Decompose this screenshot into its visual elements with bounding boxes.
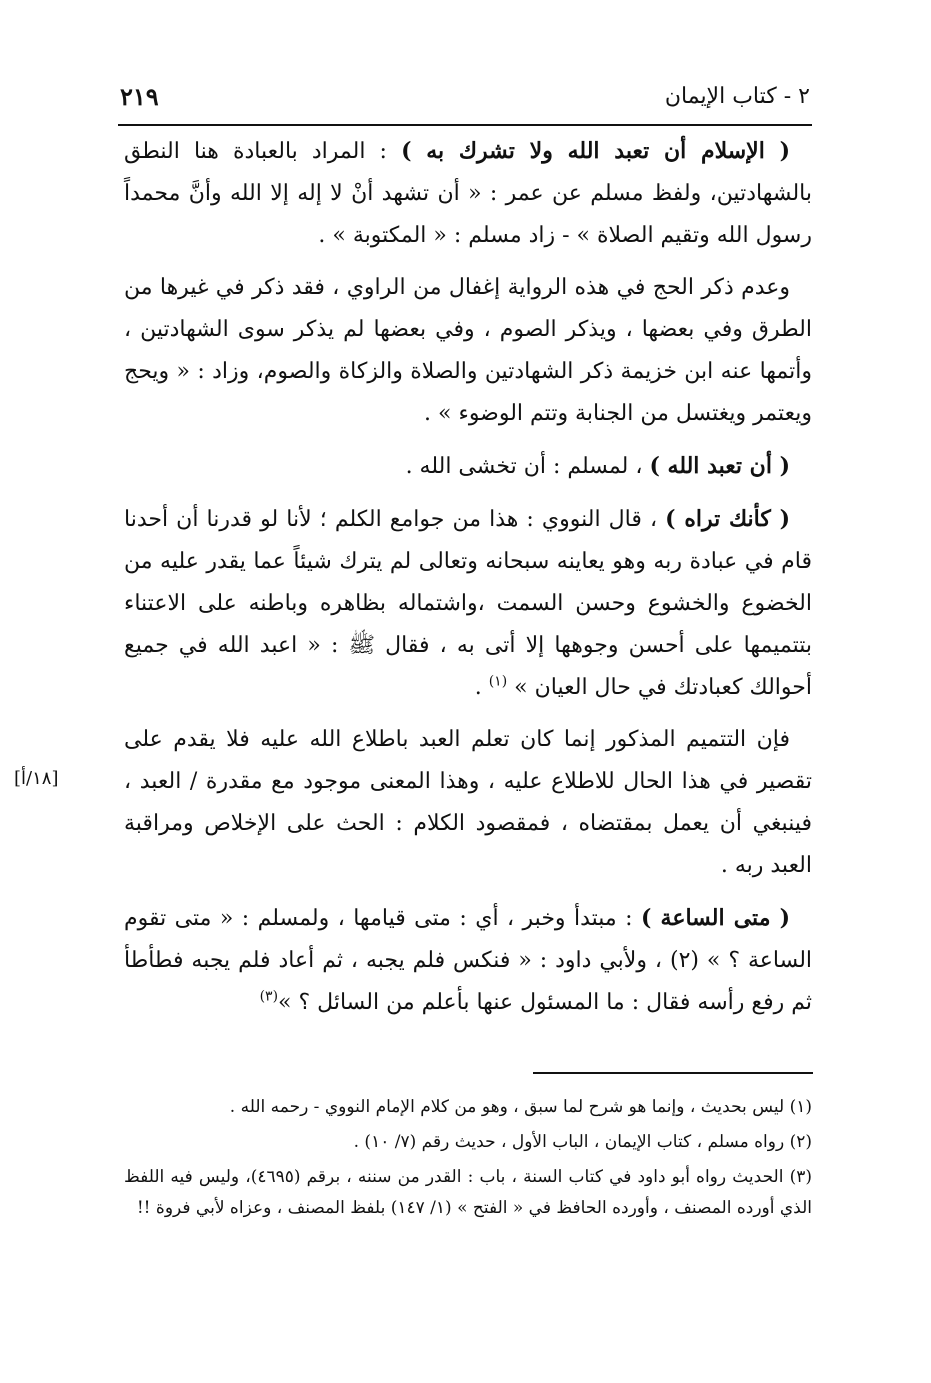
- paragraph-text: : مبتدأ وخبر ، أي : متى قيامها ، ولمسلم : « متى تقوم الساعة ؟ » (٢) ، ولأبي داود : « فنكس فلم يجبه ، ثم أعاد فلم يجبه فطأطأ ثم رفع رأسه فقال : ما المسئول عنها بأعلم من السائل ؟ »: [124, 906, 813, 1015]
- paragraph: [124, 130, 812, 257]
- paragraph: [124, 719, 812, 887]
- footnote: (٢) رواه مسلم ، كتاب الإيمان ، الباب الأول ، حديث رقم (٧/ ١٠) .: [353, 1132, 812, 1152]
- footnotes: [124, 1092, 812, 1228]
- paragraph: [124, 897, 812, 1024]
- footnote: (٣) الحديث رواه أبو داود في كتاب السنة ، باب : القدر من سننه ، برقم (٤٦٩٥)، وليس فيه اللفظ الذي أورده المصنف ، وأورده الحافظ في « الفتح » (١/ ١٤٧) بلفظ المصنف ، وعزاه لأبي فروة !!: [124, 1167, 812, 1218]
- main-text: [124, 130, 812, 1034]
- paragraph-text: وعدم ذكر الحج في هذه الرواية إغفال من الراوي ، فقد ذكر في غيرها من الطرق وفي بعضها ، ويذكر الصوم ، وفي بعضها لم يذكر سوى الشهادتين ، وأتمها عنه ابن خزيمة ذكر الشهادتين والصلاة والزكاة والصوم، وزاد : « ويحج ويعتمر ويغتسل من الجنابة وتتم الوضوء » .: [124, 275, 812, 426]
- quoted-phrase: ( متى الساعة ): [641, 905, 790, 931]
- paragraph: [124, 445, 812, 488]
- running-title: ٢ - كتاب الإيمان: [664, 84, 810, 109]
- quoted-phrase: ( الإسلام أن تعبد الله ولا تشرك به ): [401, 138, 790, 164]
- quoted-phrase: ( كأنك تراه ): [665, 506, 790, 532]
- footnote: (١) ليس بحديث ، وإنما هو شرح لما سبق ، وهو من كلام الإمام النووي - رحمه الله .: [229, 1097, 812, 1117]
- paragraph-text: فإن التتميم المذكور إنما كان تعلم العبد باطلاع الله عليه فلا يقدم على تقصير في هذا الحال للاطلاع عليه ، وهذا المعنى موجود مع مقدرة / العبد ، فينبغي أن يعمل بمقتضاه ، فمقصود الكلام : الحث على الإخلاص ومراقبة العبد ربه .: [124, 727, 812, 878]
- margin-reference: [١٨/أ]: [14, 768, 59, 789]
- footnote-marker[interactable]: (٣): [259, 988, 279, 1005]
- footnote-marker[interactable]: (١): [488, 673, 508, 690]
- paragraph-text: ، لمسلم : أن تخشى الله .: [405, 454, 650, 479]
- paragraph-text: ، قال النووي : هذا من جوامع الكلم ؛ لأنا لو قدرنا أن أحدنا قام في عبادة ربه وهو يعاينه سبحانه وتعالى لم يترك شيئاً عما يقدر عليه من الخضوع والخشوع وحسن السمت ،واشتماله بظاهره وباطنه على الاعتناء بتتميمها على أحسن وجوهها إلا أتى به ، فقال ﷺ : « اعبد الله في جميع أحوالك كعبادتك في حال العيان »: [124, 507, 812, 700]
- quoted-phrase: ( أن تعبد الله ): [649, 453, 790, 479]
- paragraph-text: : المراد بالعبادة هنا النطق بالشهادتين، ولفظ مسلم عن عمر : « أن تشهد أنْ لا إله إلا الله وأنَّ محمداً رسول الله وتقيم الصلاة » - زاد مسلم : « المكتوبة » .: [124, 139, 812, 248]
- footnote-rule: [533, 1072, 813, 1074]
- page-number: ٢١٩: [120, 82, 159, 111]
- page-header: [118, 82, 810, 118]
- paragraph: ( كأنك تراه ) ، قال النووي : هذا من جوامع الكلم ؛ لأنا لو قدرنا أن أحدنا قام في عبادة ربه وهو يعاينه سبحانه وتعالى لم يترك شيئاً عما يقدر عليه من الخضوع والخشوع وحسن السمت ،واشتماله بظاهره وباطنه على الاعتناء بتتميمها على أحسن وجوهها إلا أتى به ، فقال ﷺ : « اعبد الله في جميع أحوالك كعبادتك في حال العيان » $^{(١)}$ .: [124, 506, 812, 700]
- header-rule: [118, 124, 812, 126]
- paragraph: [124, 267, 812, 435]
